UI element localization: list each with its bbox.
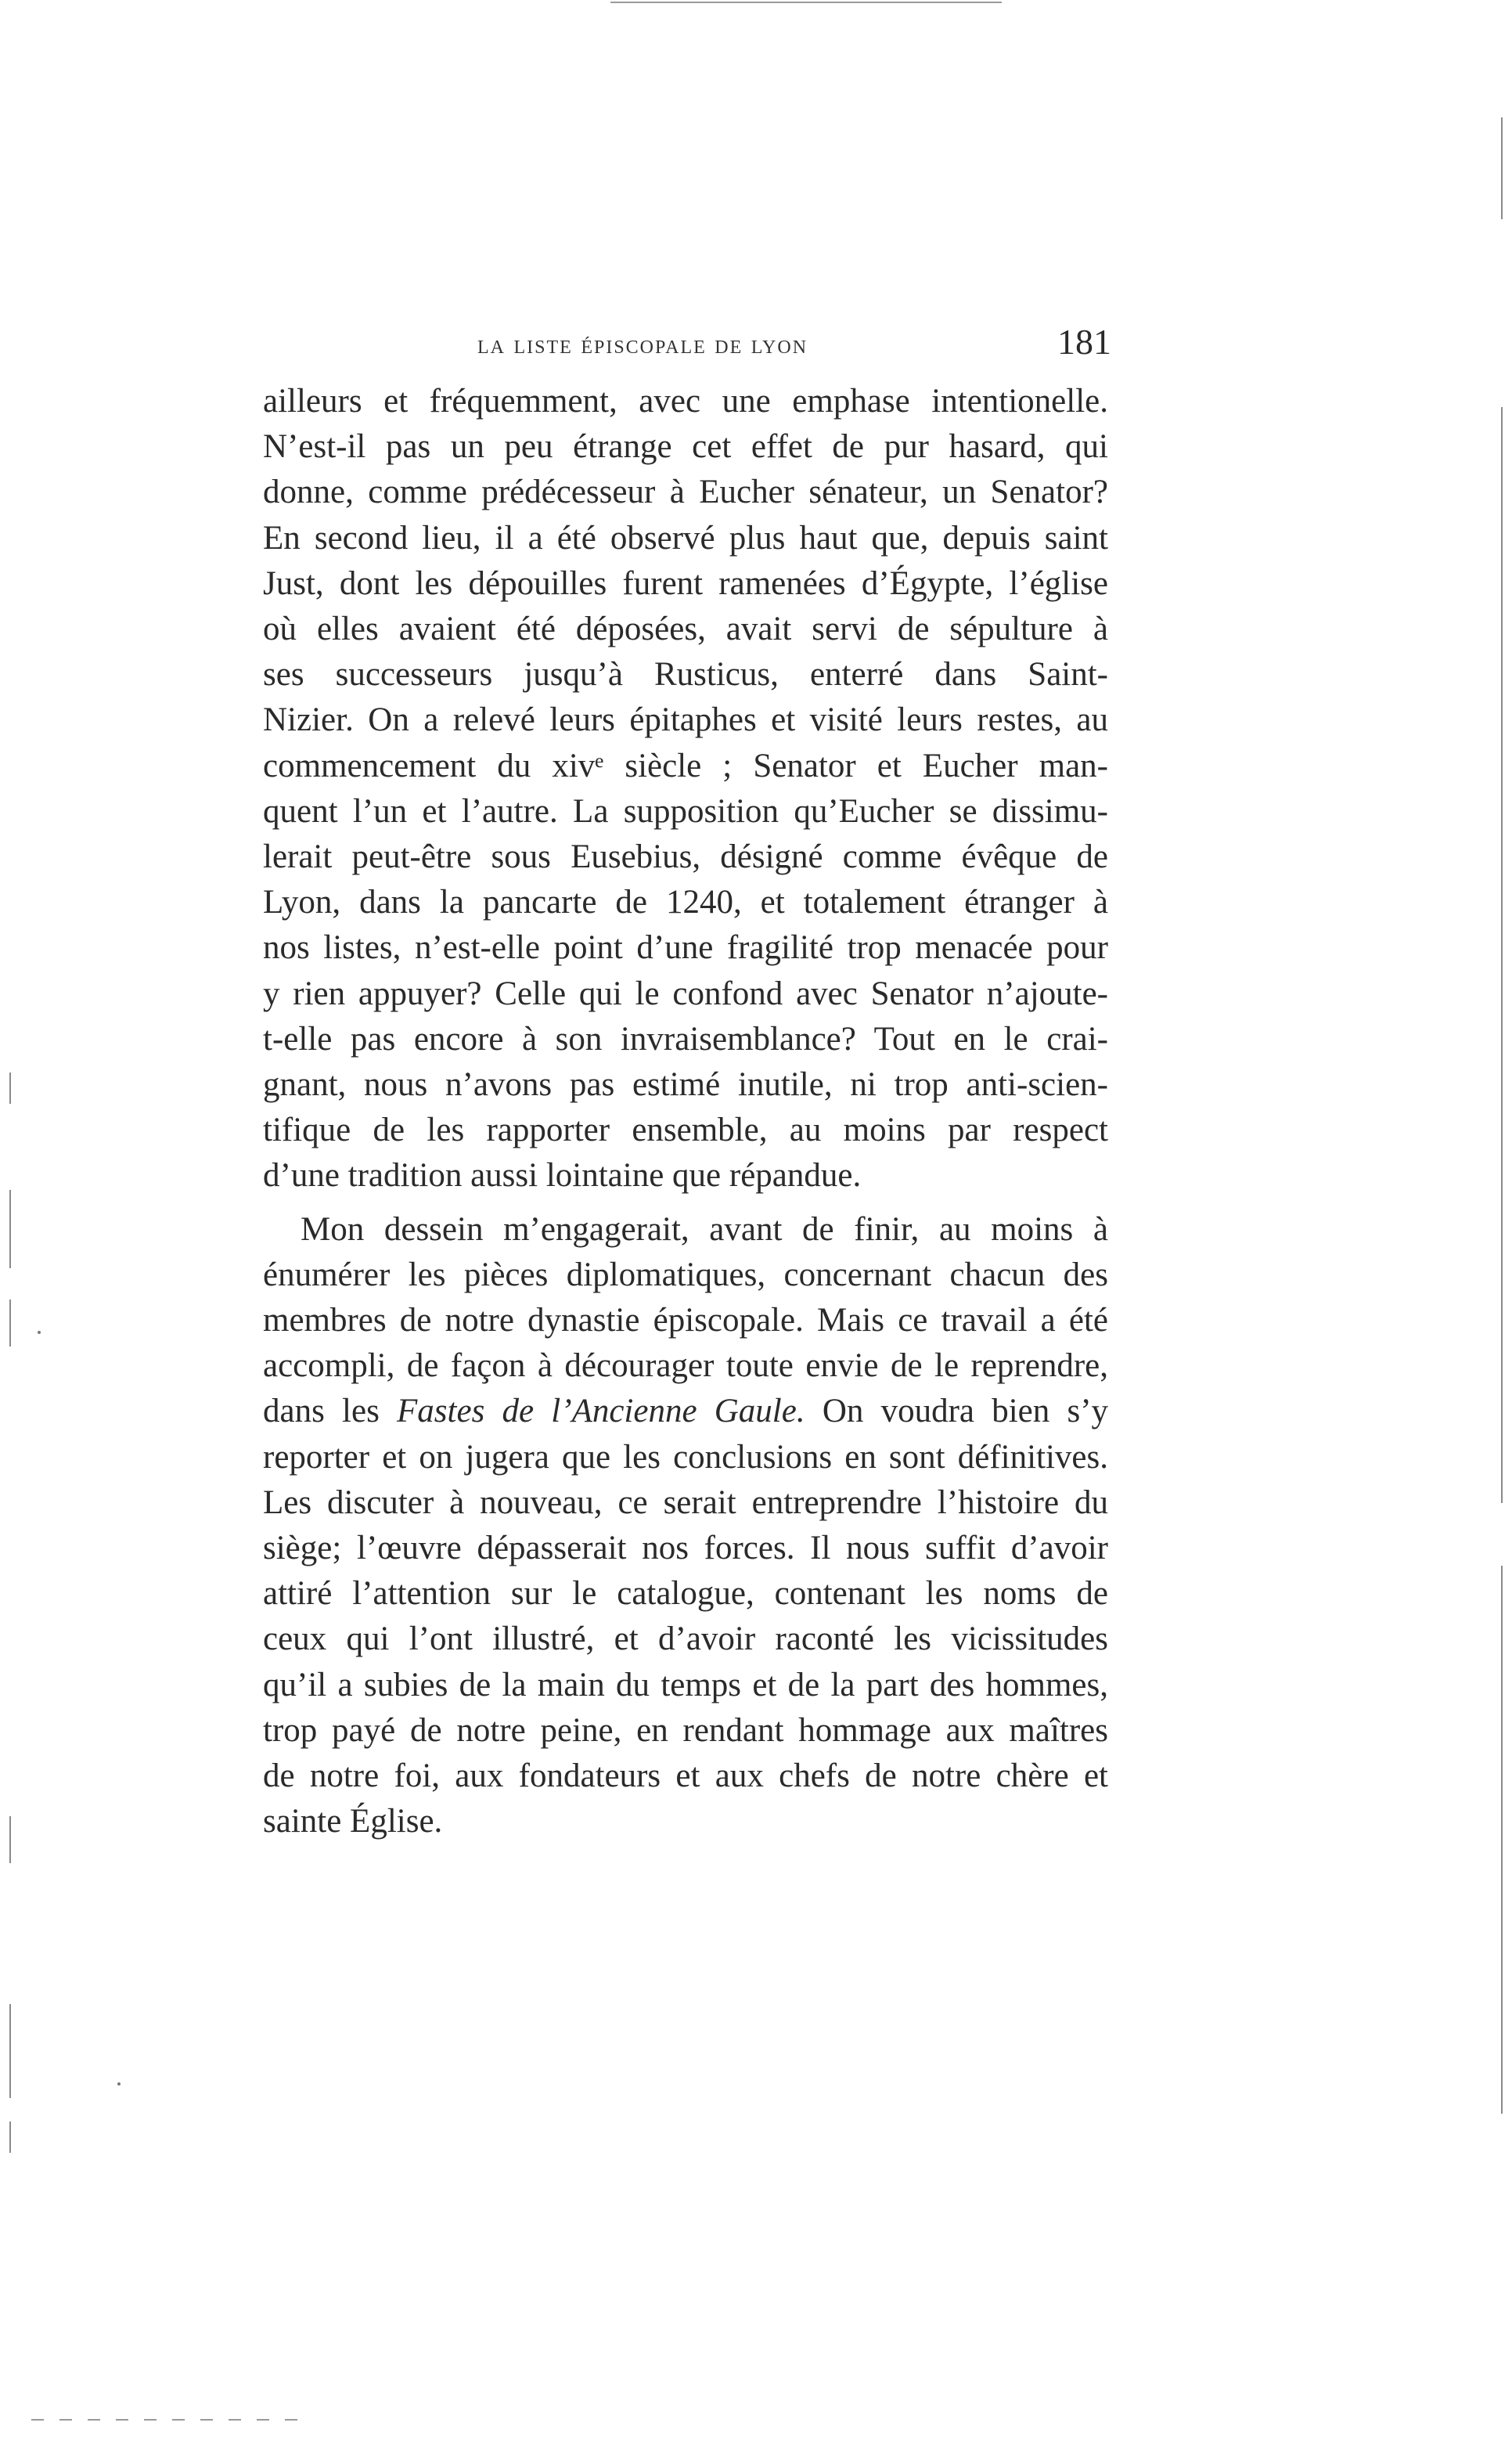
text-line: accompli, de façon à décourager toute envie de le reprendre, <box>263 1347 1108 1385</box>
scan-edge-mark <box>9 1816 11 1863</box>
text-line: Nizier. On a relevé leurs épitaphes et visité leurs restes, au <box>263 701 1108 739</box>
text-line: ailleurs et fréquemment, avec une emphase intentionelle. <box>263 383 1108 420</box>
text-line: Just, dont les dépouilles furent ramenées d’Égypte, l’église <box>263 564 1108 602</box>
text-line: N’est-il pas un peu étrange cet effet de pur hasard, qui <box>263 428 1108 466</box>
text-line: Les discuter à nouveau, ce serait entreprendre l’histoire du <box>263 1483 1108 1521</box>
text-line: nos listes, n’est-elle point d’une fragilité trop menacée pour <box>263 929 1108 967</box>
scan-edge-line <box>610 2 1002 3</box>
text-line: ses successeurs jusqu’à Rusticus, enterré dans Saint- <box>263 656 1108 694</box>
text-line: commencement du xivᵉ siècle ; Senator et Eucher man- <box>263 747 1108 784</box>
scan-edge-mark <box>9 2122 11 2153</box>
scan-edge-mark <box>1501 1566 1503 2114</box>
scan-edge-mark <box>9 1072 11 1104</box>
text-fragment: dans les <box>263 1393 380 1430</box>
text-line: sainte Église. <box>263 1803 443 1840</box>
text-line: d’une tradition aussi lointaine que répandue. <box>263 1157 862 1195</box>
text-line: donne, comme prédécesseur à Eucher sénateur, un Senator? <box>263 474 1108 511</box>
header-title: la liste épiscopale de lyon <box>477 330 808 359</box>
text-line: t-elle pas encore à son invraisemblance? Tout en le crai- <box>263 1020 1108 1058</box>
text-line: lerait peut-être sous Eusebius, désigné comme évêque de <box>263 838 1108 876</box>
scan-edge-mark <box>9 2004 11 2098</box>
scan-bottom-dashes <box>31 2419 313 2421</box>
scan-edge-mark <box>9 1300 11 1346</box>
text-line: membres de notre dynastie épiscopale. Mais ce travail a été <box>263 1302 1108 1339</box>
text-line: de notre foi, aux fondateurs et aux chefs de notre chère et <box>263 1757 1108 1795</box>
text-line: attiré l’attention sur le catalogue, contenant les noms de <box>263 1575 1108 1613</box>
text-line: gnant, nous n’avons pas estimé inutile, ni trop anti-scien- <box>263 1066 1108 1104</box>
text-line: ceux qui l’ont illustré, et d’avoir raconté les vicissitudes <box>263 1620 1108 1658</box>
scan-edge-mark <box>1501 117 1503 219</box>
text-fragment: On voudra bien s’y <box>822 1393 1109 1430</box>
text-line: reporter et on jugera que les conclusions en sont définitives. <box>263 1438 1108 1476</box>
text-line: tifique de les rapporter ensemble, au moins par respect <box>263 1112 1108 1149</box>
text-line: y rien appuyer? Celle qui le confond avec Senator n’ajoute- <box>263 975 1108 1012</box>
paragraph-2 <box>263 1207 1108 1845</box>
book-title: Fastes de l’Ancienne Gaule. <box>397 1393 805 1430</box>
text-line: Mon dessein m’engagerait, avant de finir, au moins à <box>301 1210 1108 1248</box>
paragraph-1 <box>263 379 1108 1199</box>
text-line: trop payé de notre peine, en rendant hommage aux maîtres <box>263 1711 1108 1749</box>
text-line: quent l’un et l’autre. La supposition qu’Eucher se dissimu- <box>263 792 1108 830</box>
text-line: Lyon, dans la pancarte de 1240, et totalement étranger à <box>263 884 1108 921</box>
running-header <box>477 321 1111 368</box>
text-line: énumérer les pièces diplomatiques, concernant chacun des <box>263 1256 1108 1293</box>
body-text <box>263 379 1108 1845</box>
scan-speck <box>117 2082 121 2085</box>
text-line-with-title <box>263 1389 1108 1434</box>
text-line: qu’il a subies de la main du temps et de la part des hommes, <box>263 1666 1108 1703</box>
text-line: où elles avaient été déposées, avait servi de sépulture à <box>263 611 1108 648</box>
page-number: 181 <box>1057 322 1111 362</box>
text-line: En second lieu, il a été observé plus haut que, depuis saint <box>263 519 1108 557</box>
scan-edge-mark <box>9 1190 11 1268</box>
scan-edge-mark <box>1501 407 1503 1503</box>
scan-speck <box>38 1331 41 1334</box>
text-line: siège; l’œuvre dépasserait nos forces. Il nous suffit d’avoir <box>263 1530 1108 1567</box>
